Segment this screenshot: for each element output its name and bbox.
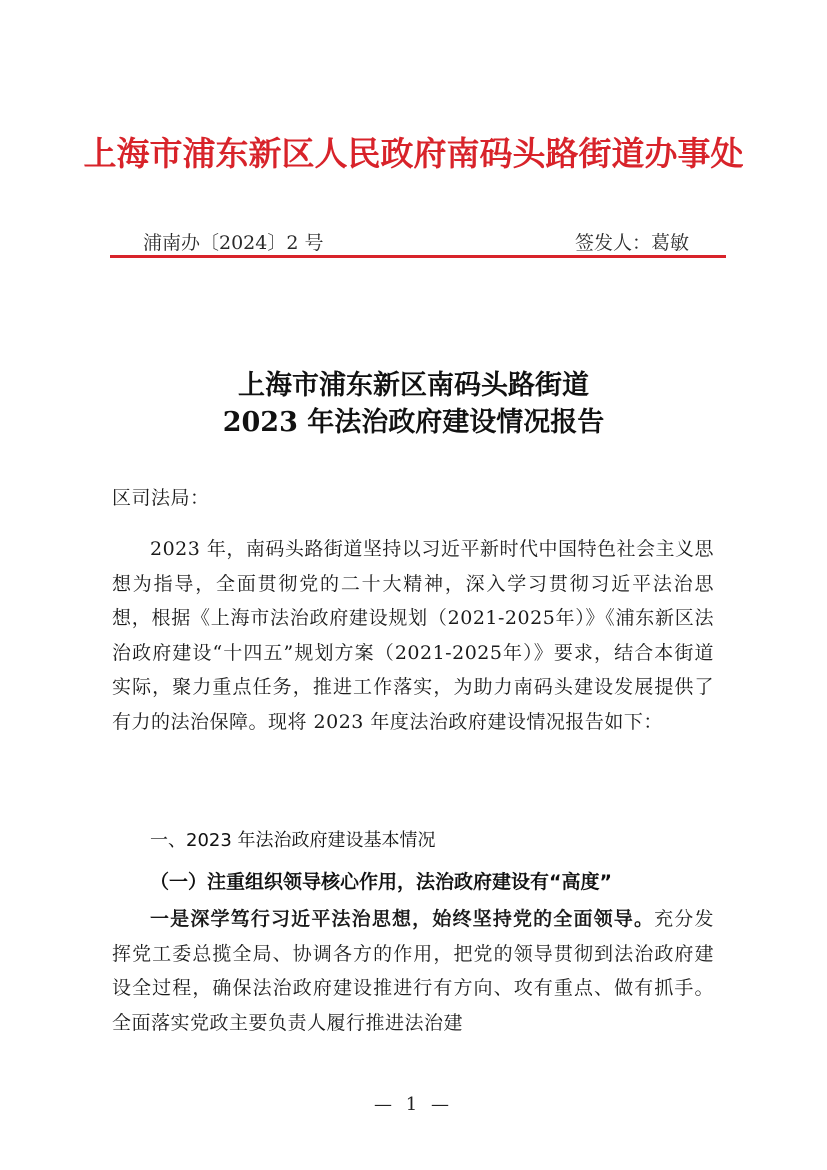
paragraph-lead-sentence: 一是深学笃行习近平法治思想，始终坚持党的全面领导。 — [150, 908, 655, 930]
subsection-heading-1: （一）注重组织领导核心作用，法治政府建设有“高度” — [150, 871, 612, 893]
intro-paragraph: 2023 年，南码头路街道坚持以习近平新时代中国特色社会主义思想为指导，全面贯彻党的二十大精神，深入学习贯彻习近平法治思想，根据《上海市法治政府建设规划（2021-2025年）》《浦东新区法治政府建设“十四五”规划方案（2021-2025年）》要求，结合本街道实际，聚力重点任务，推进工作落实，为助力南码头建设发展提供了有力的法治保障。现将 2023 年度法治政府建设情况报告如下： — [112, 538, 714, 733]
body-paragraph-2 — [112, 902, 714, 1040]
salutation: 区司法局： — [112, 487, 210, 509]
red-separator-line — [110, 255, 726, 258]
page-number: — 1 — — [374, 1094, 453, 1115]
document-number: 浦南办〔2024〕2 号 — [143, 232, 324, 254]
issuer-header: 上海市浦东新区人民政府南码头路街道办事处 — [83, 134, 744, 173]
report-title-line2: 2023 年法治政府建设情况报告 — [222, 407, 605, 438]
paragraph-body-text: 充分发挥党工委总揽全局、协调各方的作用，把党的领导贯彻到法治政府建设全过程，确保法治政府建设推进行有方向、攻有重点、做有抓手。全面落实党政主要负责人履行推进法治建 — [112, 908, 714, 1034]
report-title-line1: 上海市浦东新区南码头路街道 — [238, 370, 589, 401]
section-heading-1: 一、2023 年法治政府建设基本情况 — [150, 830, 436, 851]
signer: 签发人：葛敏 — [574, 232, 689, 254]
